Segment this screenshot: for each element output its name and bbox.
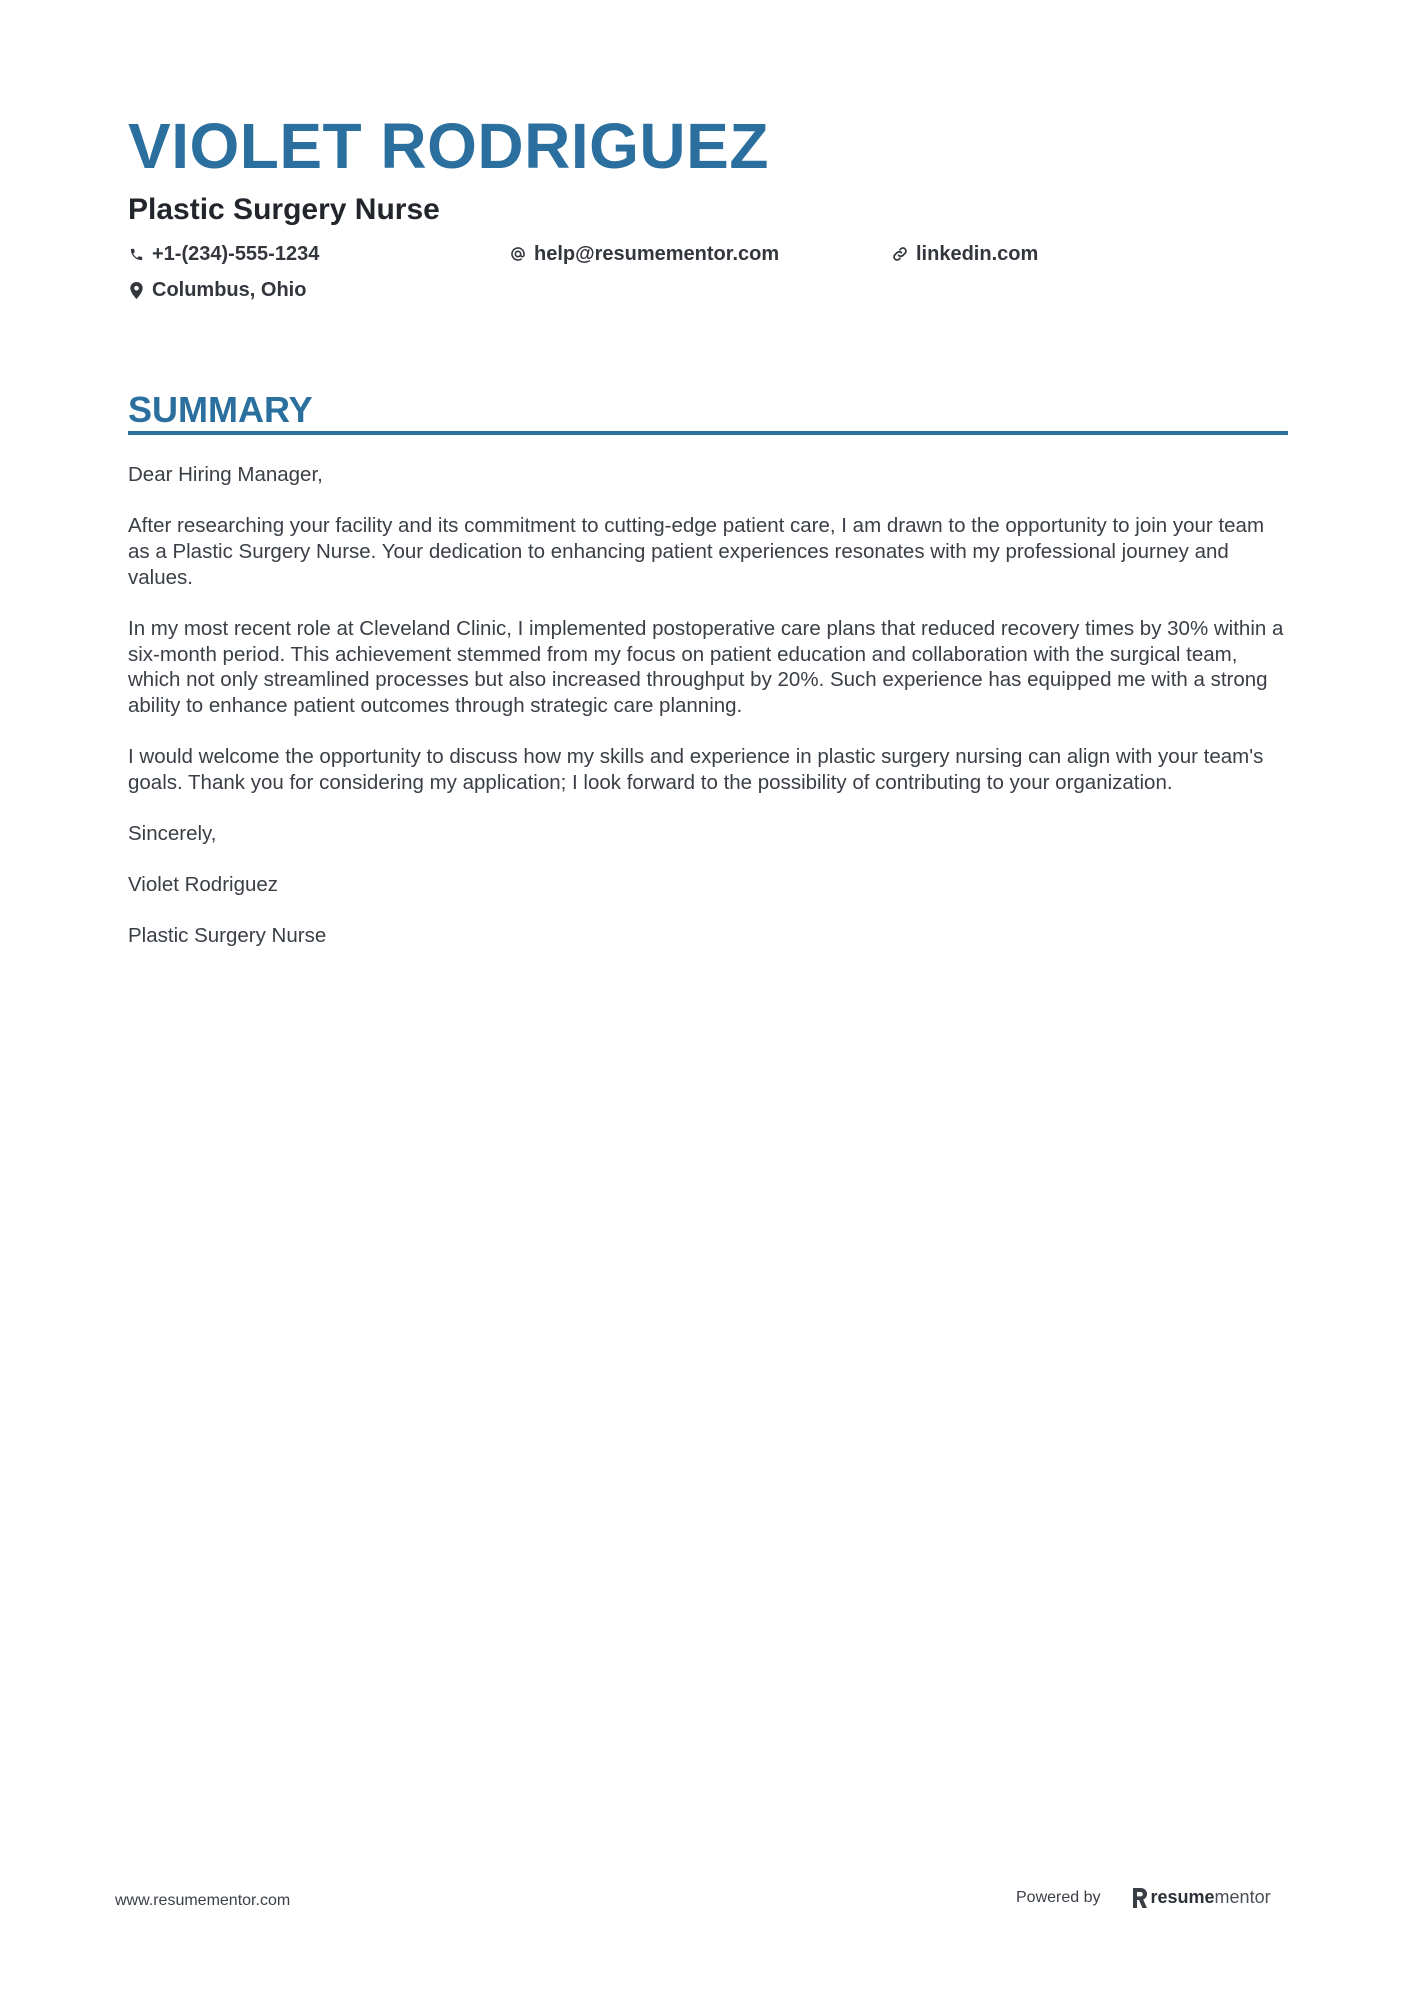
- powered-by-label: Powered by: [1016, 1888, 1101, 1906]
- brand-name-regular: mentor: [1214, 1887, 1271, 1907]
- link-icon: [892, 245, 908, 263]
- candidate-name: VIOLET RODRIGUEZ: [128, 110, 769, 182]
- contact-email: [510, 241, 779, 267]
- footer-powered-by: [1016, 1887, 1271, 1908]
- footer-website[interactable]: www.resumementor.com: [115, 1892, 291, 1909]
- candidate-title: Plastic Surgery Nurse: [128, 193, 440, 226]
- phone-icon: [128, 245, 144, 263]
- section-divider: [128, 431, 1288, 435]
- email-text[interactable]: help@resumementor.com: [534, 243, 780, 265]
- signature-name: Violet Rodriguez: [128, 873, 279, 897]
- at-icon: [510, 245, 526, 263]
- location-text: Columbus, Ohio: [152, 279, 307, 301]
- link-text[interactable]: linkedin.com: [916, 243, 1039, 265]
- contact-location: [128, 277, 306, 303]
- contact-link: [892, 241, 1038, 267]
- brand-logo[interactable]: [1131, 1887, 1271, 1908]
- greeting: Dear Hiring Manager,: [128, 463, 323, 486]
- contact-phone: [128, 241, 319, 267]
- brand-name-bold: resume: [1150, 1887, 1215, 1907]
- signature-title: Plastic Surgery Nurse: [128, 924, 327, 948]
- paragraph-experience: In my most recent role at Cleveland Clinic, I implemented postoperative care plans that reduced recovery times by 30% within a six-month period. This achievement stemmed from my focus on patient education and collaboration with the surgical team, which not only streamlined processes but also increased throughput by 20%. Such experience has equipped me with a strong ability to enhance patient outcomes through strategic care planning.: [128, 616, 1284, 717]
- paragraph-intro: After researching your facility and its commitment to cutting-edge patient care, I am drawn to the opportunity to join your team as a Plastic Surgery Nurse. Your dedication to enhancing patient experiences resonates with my professional journey and values.: [128, 514, 1265, 589]
- closing: Sincerely,: [128, 822, 217, 846]
- location-pin-icon: [128, 281, 144, 299]
- cover-letter-body: [128, 462, 1290, 975]
- phone-text[interactable]: +1-(234)-555-1234: [152, 243, 320, 265]
- resumementor-logo-icon: [1131, 1888, 1147, 1908]
- paragraph-closing: I would welcome the opportunity to discuss how my skills and experience in plastic surgery nursing can align with your team's goals. Thank you for considering my application; I look forward to the possibility of contributing to your organization.: [128, 745, 1264, 794]
- summary-heading: SUMMARY: [128, 389, 313, 430]
